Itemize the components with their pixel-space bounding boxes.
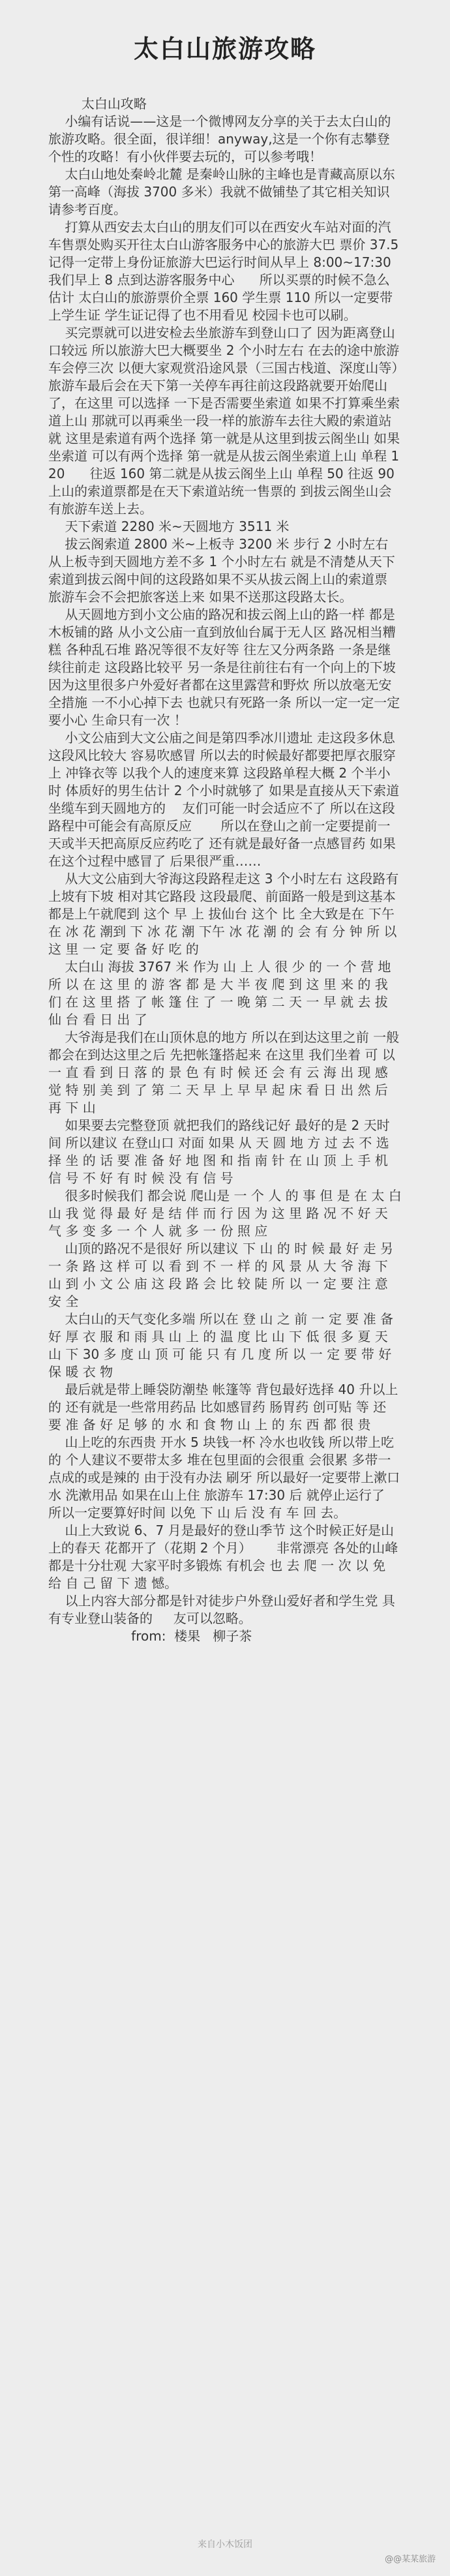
paragraph: 大爷海是我们在山顶休息的地方 所以在到达这里之前 一般都会在到达这里之后 先把帐篷搭起来 在这里 我们坐着 可 以 一 直 看 到 日 落 的 景 色 有 时 候 还 会 有 云 海 出 现 感 觉 特 别 美 到 了 第 二 天 早 上 早 早 起 床 看 日 出 然 后 再 下 山 — [48, 1029, 400, 1115]
paragraph: 我们早上 8 点到达游客服务中心 所以买票的时候不急么估计 太白山的旅游票价全票 160 学生票 110 所以一定要带上学生证 学生证记得了也不用看见 校园卡也可以刷。 — [48, 272, 393, 323]
paragraph: 太白山攻略 — [48, 96, 147, 112]
paragraph: 山顶的路况不是很好 所以建议 下 山 的 时 候 最 好 走 另 一 条 路 这 样 可 以 看 到 不 一 样 的 风 景 从 大 爷 海 下 山 到 小 文 公 庙 这 段 路 会 比 较 陡 所 以 一 定 要 注 意 安 全 — [48, 1241, 398, 1309]
paragraph: 太白山地处秦岭北麓 是秦岭山脉的主峰也是青藏高原以东第一高峰（海拔 3700 多米）我就不做铺垫了其它相关知识请参考百度。 — [48, 166, 395, 217]
paragraph: 拔云阁索道 2800 米~上板寺 3200 米 步行 2 小时左右 从上板寺到天圆地方差不多 1 个小时左右 就是不清楚从天下索道到拔云阁中间的这段路如果不买从拔云阁上山的索道票 旅游车会不会把旅客送上来 如果不送那这段路太长。 — [48, 536, 395, 605]
paragraph: 最后就是带上睡袋防潮垫 帐篷等 背包最好选择 40 升以上的 还有就是一些常用药品 比如感冒药 肠胃药 创可贴 等 还 要 准 备 好 足 够 的 水 和 食 物 山 上 的 东 西 都 很 贵 — [48, 1382, 398, 1432]
document-title: 太白山旅游攻略 — [133, 35, 316, 63]
paragraph: 打算从西安去太白山的朋友们可以在西安火车站对面的汽车售票处购买开往太白山游客服务中心的旅游大巴 票价 37.5 记得一定带上身份证旅游大巴运行时间从早上 8:00~17:30 — [48, 219, 403, 270]
paragraph: 如果要去完整登顶 就把我们的路线记好 最好的是 2 天时间 所以建议 在登山口 对面 如果 从 天 圆 地 方 过 去 不 选 择 坐 的 话 要 准 备 好 地 图 和 指 南 针 在 山 顶 上 手 机 信 号 不 好 有 时 候 没 有 信 号 — [48, 1117, 394, 1186]
watermark: @@某某旅游 — [384, 2554, 436, 2564]
paragraph: 从天圆地方到小文公庙的路况和拔云阁上山的路一样 都是木板铺的路 从小文公庙一直到放仙台属于无人区 路况相当糟糕 各种乱石堆 路况等很不友好等 往左又分两条路 一条是继续往前走 这段路比较平 另一条是往前往右有一个向上的下坡 因为这里很多户外爱好者都在这里露营和野炊 所以放毫无安全措施 一不小心掉下去 也就只有死路一条 所以一定一定一定要小心 生命只有一次 ！ — [48, 607, 400, 728]
paragraph: from: 楼果 柳子茶 — [48, 1628, 252, 1644]
paragraph: 山上大致说 6、7 月是最好的登山季节 这个时候正好是山上的春天 花都开了（花期 2 个月） 非常漂亮 各处的山峰都是十分壮观 大家平时多锻炼 有机会 也 去 爬 一 次 以 免 给 自 己 留 下 遗 憾。 — [48, 1523, 398, 1591]
paragraph: 买完票就可以进安检去坐旅游车到登山口了 因为距离登山口较远 所以旅游大巴大概要坐 2 个小时左右 在去的途中旅游车会停三次 以便大家观赏沿途风景（三国古栈道、深度山等）旅游车最后会在天下第一关停车再往前这段路就要开始爬山了，在这里 可以选择 一下是否需要坐索道 如果不打算乘坐索道上山 那就可以再乘坐一段一样的旅游车去往大殿的索道站 就 这里是索道有两个选择 第一就是从这里到拔云阁坐山 如果坐索道 可以有两个选择 第一就是从拔云阁坐索道上山 单程 120 往返 160 第二就是从拔云阁坐上山 单程 50 往返 90 上山的索道票都是在天下索道站统一售票的 到拔云阁坐山会有旅游车送上去。 — [48, 325, 400, 517]
paragraph: 很多时候我们 都会说 爬山是 一 个 人 的 事 但 是 在 太 白 山 我 觉 得 最 好 是 结 伴 而 行 因 为 这 里 路 况 不 好 天 气 多 变 多 一 个 人 就 多 一 份 照 应 — [48, 1188, 406, 1239]
footer-source: 来自小木饭团 — [198, 2539, 252, 2550]
paragraph: 山上吃的东西贵 开水 5 块钱一杯 冷水也收钱 所以带上吃的 个人建议不要带太多 堆在包里面的会很重 会很累 多带一点成的或是辣的 由于没有办法 刷牙 所以最好一定要带上漱口水 洗漱用品 如果在山上住 旅游车 17:30 后 就停止运行了 所以一定要算好时间 以免 下 山 后 没 有 车 回 去。 — [48, 1434, 400, 1521]
paragraph: 以上内容大部分都是针对徒步户外登山爱好者和学生党 具有专业登山装备的 友可以忽略。 — [48, 1593, 395, 1626]
paragraph: 天下索道 2280 米~天圆地方 3511 米 — [48, 519, 290, 534]
paragraph: 从大文公庙到大爷海这段路程走这 3 个小时左右 这段路有上坡有下坡 相对其它路段 这段最爬、前面路一般是到这基本都是上午就爬到 这个 早 上 拔仙台 这个 比 全大致是在 下午 在 冰 花 潮到 下 冰 花 潮 下午 冰 花 潮 的 会 有 分 钟 所 以 这 里 一 定 要 备 好 吃 的 — [48, 871, 401, 957]
paragraph: 太白山 海拔 3767 米 作为 山 上 人 很 少 的 一 个 营 地 所 以 在 这 里 的 游 客 都 是 大 半 夜 爬 到 这 里 来 的 我 们 在 这 里 搭 了 帐 篷 住 了 一 晚 第 二 天 一 早 就 去 拔 仙 台 看 日 出 了 — [48, 959, 395, 1027]
paragraph: 小编有话说——这是一个微博网友分享的关于去太白山的旅游攻略。很全面，很详细！anyway,这是一个你有志攀登个性的攻略！有小伙伴要去玩的，可以参考哦！ — [48, 114, 391, 164]
paragraph: 小文公庙到大文公庙之间是第四季冰川遗址 走这段多休息 这段风比较大 容易吹感冒 所以去的时候最好都要把厚衣服穿上 冲锋衣等 以我个人的速度来算 这段路单程大概 2 个半小时 体质好的男生估计 2 个小时就够了 如果是直接从天下索道坐缆车到天圆地方的 友们可能一时会适应不了 所以在这段路程中可能会有高原反应 所以在登山之前一定要提前一天或半天把高原反应药吃了 还有就是最好备一点感冒药 如果在这个过程中感冒了 后果很严重…… — [48, 730, 400, 869]
article-body — [48, 95, 406, 2417]
paragraph: 太白山的天气变化多端 所以在 登 山 之 前 一 定 要 准 备 好 厚 衣 服 和 雨 具 山 上 的 温 度 比 山 下 低 很 多 夏 天 山 下 30 多 度 山 顶 可 能 只 有 几 度 所 以 一 定 要 带 好 保 暖 衣 物 — [48, 1311, 398, 1380]
